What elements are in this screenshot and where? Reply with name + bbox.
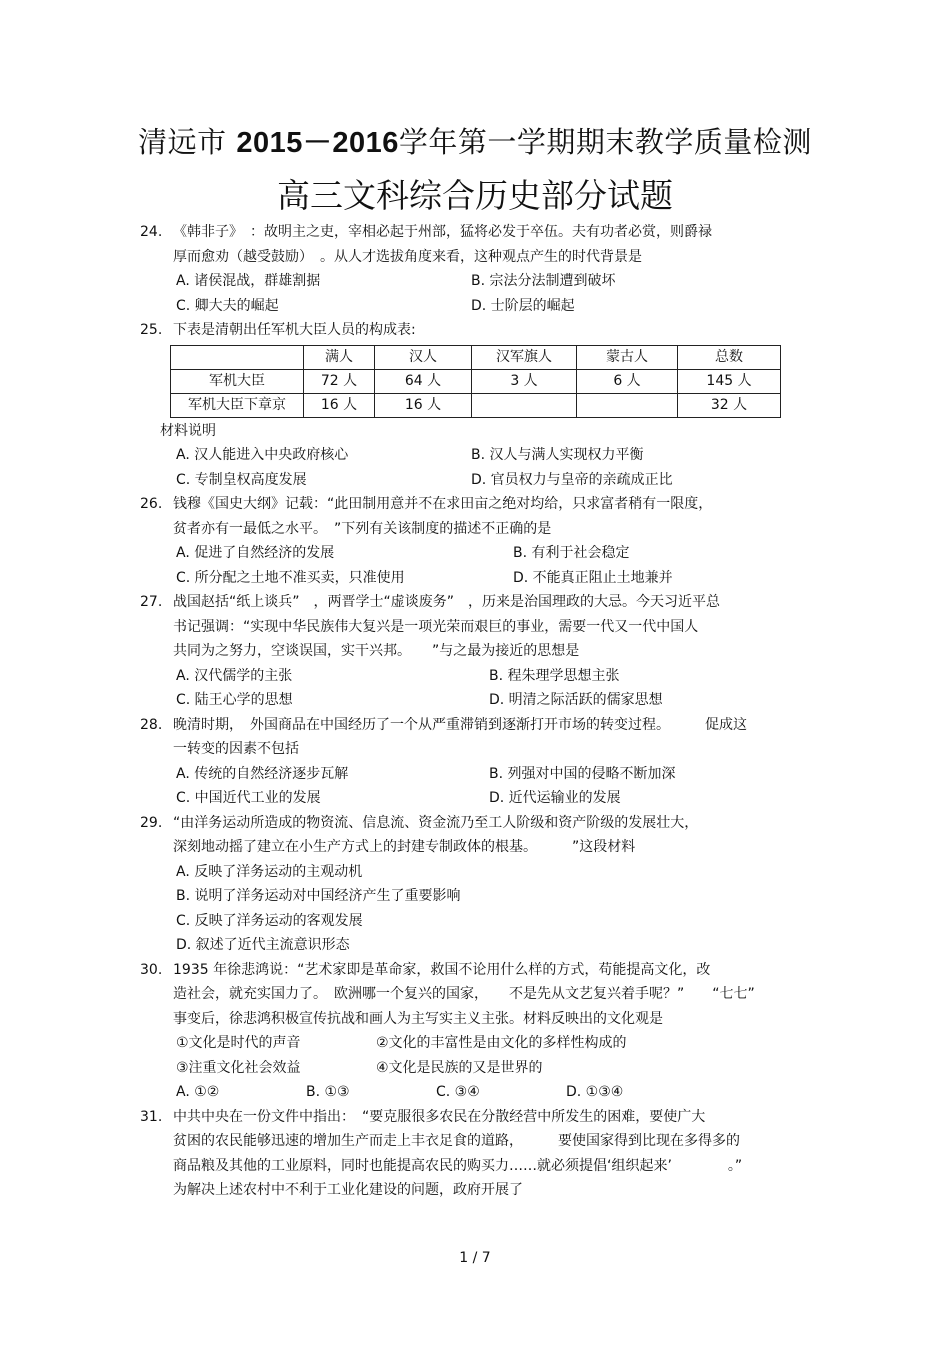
table-header-row (171, 345, 781, 369)
table-cell: 总数 (678, 345, 781, 369)
option-b: B. 程朱理学思想主张 (489, 667, 620, 684)
statement-2: ②文化的丰富性是由文化的多样性构成的 (376, 1035, 627, 1051)
question-number: 26. (140, 496, 163, 512)
option-d: D. 官员权力与皇帝的亲疏成正比 (471, 471, 673, 488)
table-cell: 72 人 (304, 369, 375, 393)
option-a: A. 传统的自然经济逐步瓦解 (176, 765, 349, 782)
table-cell: 蒙古人 (577, 345, 678, 369)
question-28 (140, 713, 820, 811)
question-26 (140, 492, 820, 590)
question-27 (140, 590, 820, 713)
option-a: A. 汉人能进入中央政府核心 (176, 447, 349, 463)
question-text: 商品粮及其他的工业原料，同时也能提高农民的购买力……就必须提倡‘组织起来’ 。” (173, 1157, 743, 1174)
table-cell: 汉军旗人 (472, 345, 577, 369)
material-note: 材料说明 (160, 422, 216, 439)
table-cell: 满人 (304, 345, 375, 369)
question-text: 贫困的农民能够迅速的增加生产而走上丰衣足食的道路， 要使国家得到比现在多得多的 (173, 1133, 740, 1149)
option-d: D. 叙述了近代主流意识形态 (176, 937, 350, 953)
table-cell: 16 人 (375, 393, 472, 417)
table-cell: 64 人 (375, 369, 472, 393)
question-number: 24. (140, 224, 163, 240)
question-25 (140, 318, 820, 492)
question-text: 贫者亦有一最低之水平。 ”下列有关该制度的描述不正确的是 (173, 520, 552, 537)
statement-1: ①文化是时代的声音 (176, 1035, 301, 1051)
option-d: D. 近代运输业的发展 (489, 790, 621, 806)
table-cell: 军机大臣下章京 (171, 393, 304, 417)
question-text: 共同为之努力，空谈误国，实干兴邦。 ”与之最为接近的思想是 (173, 643, 580, 659)
option-c: C. 反映了洋务运动的客观发展 (176, 912, 363, 929)
question-29 (140, 811, 820, 958)
question-30 (140, 958, 820, 1105)
question-text: 下表是清朝出任军机大臣人员的构成表: (173, 322, 416, 338)
question-number: 30. (140, 961, 163, 978)
option-a: A. 诸侯混战，群雄割据 (176, 273, 321, 289)
table-cell: 145 人 (678, 369, 781, 393)
question-number: 28. (140, 716, 163, 733)
option-c: C. ③④ (436, 1084, 480, 1100)
table-cell (577, 393, 678, 417)
table-row (171, 393, 781, 417)
question-text: 造社会，就充实国力了。 欧洲哪一个复兴的国家， 不是先从文艺复兴着手呢？” “七七” (173, 986, 755, 1002)
statement-3: ③注重文化社会效益 (176, 1059, 301, 1076)
option-b: B. ①③ (306, 1084, 350, 1100)
option-b: B. 汉人与满人实现权力平衡 (471, 447, 644, 463)
question-text: 1935 年徐悲鸿说：“艺术家即是革命家，救国不论用什么样的方式，苟能提高文化，改 (173, 961, 711, 978)
question-text: “由洋务运动所造成的物资流、信息流、资金流乃至工人阶级和资产阶级的发展壮大， (173, 814, 699, 831)
statement-4: ④文化是民族的又是世界的 (376, 1059, 543, 1076)
table-cell: 3 人 (472, 369, 577, 393)
option-a: A. 促进了自然经济的发展 (176, 545, 335, 561)
option-c: C. 中国近代工业的发展 (176, 790, 321, 806)
question-number: 29. (140, 814, 163, 831)
question-number: 25. (140, 322, 163, 338)
table-cell (171, 345, 304, 369)
option-d: D. ①③④ (566, 1084, 624, 1100)
question-text: 战国赵括“纸上谈兵” ，两晋学士“虚谈废务” ，历来是治国理政的大忌。今天习近平总 (173, 594, 721, 610)
question-text: 为解决上述农村中不利于工业化建设的问题，政府开展了 (173, 1182, 523, 1198)
table-cell (472, 393, 577, 417)
option-d: D. 不能真正阻止土地兼并 (513, 569, 673, 586)
question-text: 事变后，徐悲鸿积极宣传抗战和画人为主写实主义主张。材料反映出的文化观是 (173, 1010, 663, 1027)
exam-title (0, 120, 950, 161)
question-24 (140, 220, 820, 318)
option-c: C. 所分配之土地不准买卖，只准使用 (176, 569, 405, 586)
question-text: 中共中央在一份文件中指出： “要克服很多农民在分散经营中所发生的困难，要使广大 (173, 1108, 706, 1125)
option-b: B. 说明了洋务运动对中国经济产生了重要影响 (176, 888, 461, 904)
table-cell: 军机大臣 (171, 369, 304, 393)
question-text: 深刻地动摇了建立在小生产方式上的封建专制政体的根基。 ”这段材料 (173, 839, 636, 855)
title-city: 清远市 (138, 125, 227, 159)
option-b: B. 宗法分法制遭到破坏 (471, 273, 616, 289)
data-table (170, 345, 781, 418)
option-c: C. 专制皇权高度发展 (176, 471, 307, 488)
table-cell: 6 人 (577, 369, 678, 393)
option-c: C. 卿大夫的崛起 (176, 297, 279, 314)
option-b: B. 列强对中国的侵略不断加深 (489, 765, 676, 782)
page-number: 1 / 7 (459, 1250, 491, 1266)
exam-subtitle: 高三文科综合历史部分试题 (277, 176, 673, 215)
table-row (171, 369, 781, 393)
question-text: 钱穆《国史大纲》记载：“此田制用意并不在求田亩之绝对均给，只求富者稍有一限度， (173, 496, 713, 512)
table-cell: 32 人 (678, 393, 781, 417)
title-year: 2015－2016 (236, 127, 399, 159)
option-a: A. ①② (176, 1084, 220, 1100)
table-cell: 16 人 (304, 393, 375, 417)
option-b: B. 有利于社会稳定 (513, 545, 630, 561)
option-c: C. 陆王心学的思想 (176, 692, 293, 708)
question-text: 一转变的因素不包括 (173, 741, 299, 757)
question-text: 晚清时期， 外国商品在中国经历了一个从严重滞销到逐渐打开市场的转变过程。 促成这 (173, 716, 747, 733)
option-a: A. 反映了洋务运动的主观动机 (176, 863, 363, 880)
question-text: 厚而愈劝（越受鼓励） 。从人才选拔角度来看，这种观点产生的时代背景是 (173, 248, 642, 265)
question-number: 27. (140, 594, 163, 610)
option-a: A. 汉代儒学的主张 (176, 667, 293, 684)
question-list (140, 220, 820, 1203)
question-number: 31. (140, 1108, 163, 1125)
table-cell: 汉人 (375, 345, 472, 369)
question-31 (140, 1105, 820, 1203)
question-text: 书记强调：“实现中华民族伟大复兴是一项光荣而艰巨的事业，需要一代又一代中国人 (173, 618, 699, 635)
question-text: 《韩非子》 ：故明主之吏，宰相必起于州部，猛将必发于卒伍。夫有功者必赏，则爵禄 (173, 224, 712, 240)
title-term: 学年第一学期期末教学质量检测 (398, 125, 812, 159)
option-d: D. 明清之际活跃的儒家思想 (489, 692, 663, 708)
option-d: D. 士阶层的崛起 (471, 297, 575, 314)
